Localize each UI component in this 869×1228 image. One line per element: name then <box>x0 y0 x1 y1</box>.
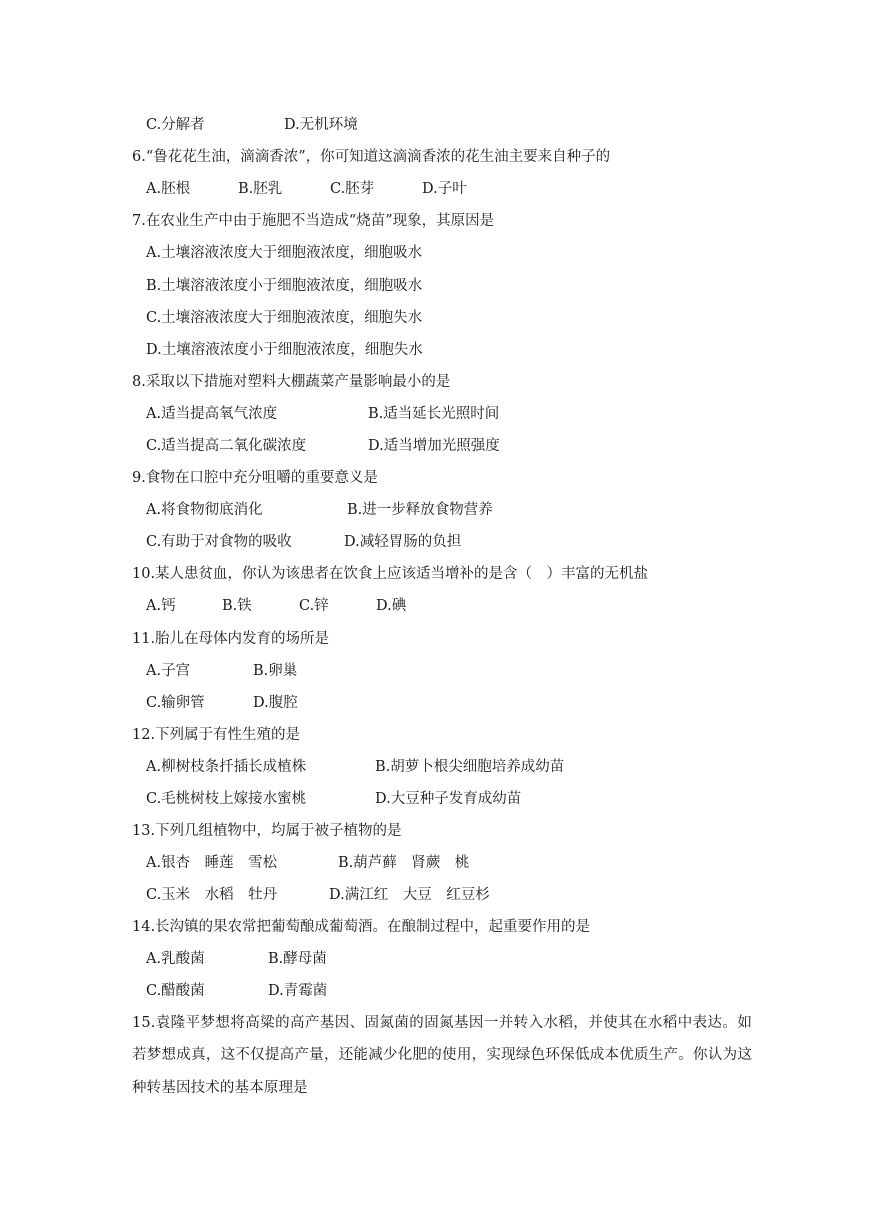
q6-stem: 6.“鲁花花生油，滴滴香浓”，你可知道这滴滴香浓的花生油主要来自种子的 <box>132 149 611 165</box>
q8-option-a: A.适当提高氧气浓度 <box>146 406 278 422</box>
q13-options-row-1 <box>146 852 786 874</box>
q8-options-row-2 <box>146 435 786 457</box>
q6-option-b: B.胚乳 <box>238 181 283 197</box>
q12-option-b: B.胡萝卜根尖细胞培养成幼苗 <box>375 759 565 775</box>
q8-option-d: D.适当增加光照强度 <box>368 438 500 454</box>
q5-option-c: C.分解者 <box>146 117 205 133</box>
q11-options-row-2 <box>146 692 786 714</box>
q6-options-row <box>146 178 786 200</box>
q11-options-row-1 <box>146 660 786 682</box>
q6-option-a: A.胚根 <box>146 181 191 197</box>
q13-option-a: A.银杏 睡莲 雪松 <box>146 855 278 871</box>
q11-stem: 11.胎儿在母体内发育的场所是 <box>132 631 330 647</box>
q12-stem: 12.下列属于有性生殖的是 <box>132 727 301 743</box>
q8-option-c: C.适当提高二氧化碳浓度 <box>146 438 307 454</box>
q13-option-b: B.葫芦藓 肾蕨 桃 <box>338 855 470 871</box>
q11-option-d: D.腹腔 <box>253 695 298 711</box>
q10-option-b: B.铁 <box>222 598 252 614</box>
q5-options-row <box>146 114 786 136</box>
q11-option-b: B.卵巢 <box>253 663 298 679</box>
q14-option-d: D.青霉菌 <box>268 983 328 999</box>
q12-option-d: D.大豆种子发育成幼苗 <box>375 791 522 807</box>
q5-option-d: D.无机环境 <box>284 117 358 133</box>
q14-option-b: B.酵母菌 <box>268 951 327 967</box>
q6-option-c: C.胚芽 <box>330 181 375 197</box>
q9-options-row-2 <box>146 531 786 553</box>
q13-options-row-2 <box>146 884 786 906</box>
q7-option-b: B.土壤溶液浓度小于细胞液浓度，细胞吸水 <box>146 278 423 294</box>
q10-options-row <box>146 595 786 617</box>
q10-option-c: C.锌 <box>299 598 329 614</box>
q10-stem: 10.某人患贫血，你认为该患者在饮食上应该适当增补的是含（ ）丰富的无机盐 <box>132 566 649 582</box>
q7-option-d: D.土壤溶液浓度小于细胞液浓度，细胞失水 <box>146 342 423 358</box>
q8-stem: 8.采取以下措施对塑料大棚蔬菜产量影响最小的是 <box>132 374 451 390</box>
q11-option-a: A.子宫 <box>146 663 191 679</box>
q8-options-row-1 <box>146 403 786 425</box>
q15-stem: 15.袁隆平梦想将高粱的高产基因、固氮菌的固氮基因一并转入水稻，并使其在水稻中表达。如若梦想成真，这不仅提高产量，还能减少化肥的使用，实现绿色环保低成本优质生产。你认为这种转基因技术的基本原理是 <box>132 1015 752 1096</box>
q14-option-a: A.乳酸菌 <box>146 951 205 967</box>
q12-options-row-2 <box>146 788 786 810</box>
q14-options-row-2 <box>146 980 786 1002</box>
q12-option-c: C.毛桃树枝上嫁接水蜜桃 <box>146 791 307 807</box>
q10-option-d: D.碘 <box>376 598 407 614</box>
q9-option-d: D.减轻胃肠的负担 <box>344 534 462 550</box>
q9-option-b: B.进一步释放食物营养 <box>347 502 493 518</box>
q11-option-c: C.输卵管 <box>146 695 205 711</box>
q13-option-c: C.玉米 水稻 牡丹 <box>146 887 278 903</box>
q7-option-a: A.土壤溶液浓度大于细胞液浓度，细胞吸水 <box>146 245 423 261</box>
q14-options-row-1 <box>146 948 786 970</box>
q9-option-a: A.将食物彻底消化 <box>146 502 263 518</box>
q10-option-a: A.钙 <box>146 598 176 614</box>
q7-stem: 7.在农业生产中由于施肥不当造成“烧苗”现象，其原因是 <box>132 213 495 229</box>
q14-stem: 14.长沟镇的果农常把葡萄酿成葡萄酒。在酿制过程中，起重要作用的是 <box>132 919 591 935</box>
q12-option-a: A.柳树枝条扦插长成植株 <box>146 759 307 775</box>
q13-option-d: D.满江红 大豆 红豆杉 <box>329 887 490 903</box>
q7-option-c: C.土壤溶液浓度大于细胞液浓度，细胞失水 <box>146 310 423 326</box>
q14-option-c: C.醋酸菌 <box>146 983 205 999</box>
q12-options-row-1 <box>146 756 786 778</box>
q8-option-b: B.适当延长光照时间 <box>368 406 500 422</box>
q9-option-c: C.有助于对食物的吸收 <box>146 534 292 550</box>
q13-stem: 13.下列几组植物中，均属于被子植物的是 <box>132 823 402 839</box>
q9-stem: 9.食物在口腔中充分咀嚼的重要意义是 <box>132 470 378 486</box>
q6-option-d: D.子叶 <box>422 181 467 197</box>
q9-options-row-1 <box>146 499 786 521</box>
